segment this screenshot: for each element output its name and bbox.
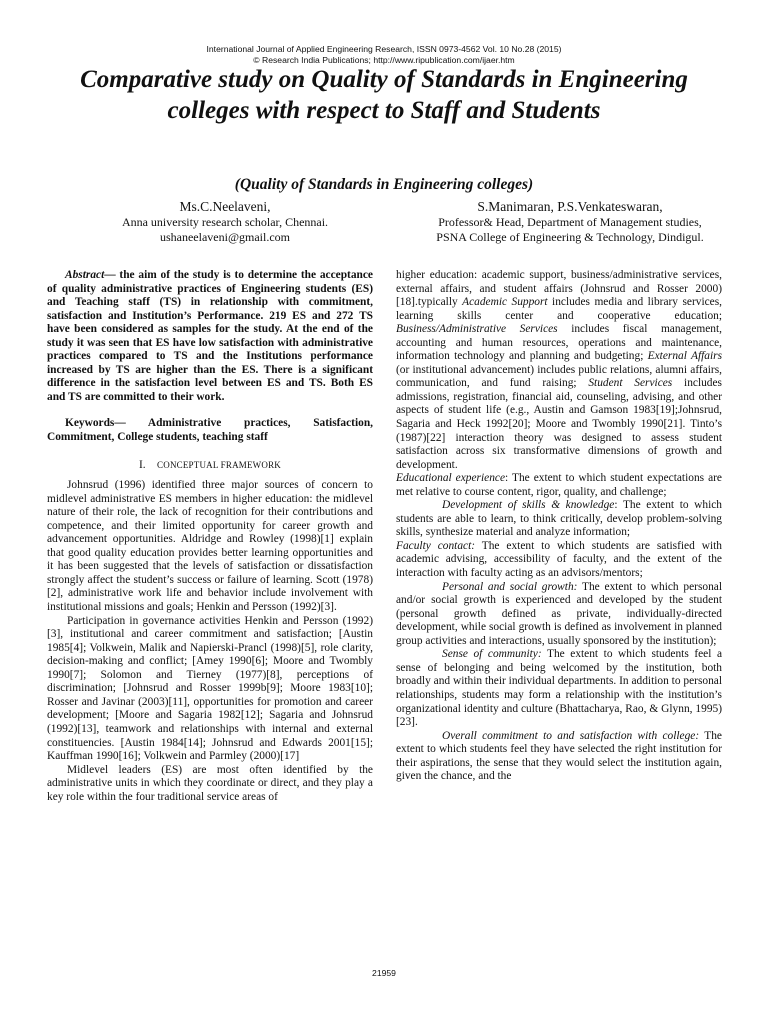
text-run: includes admissions, registration, financial aid, counseling, advising, and other aspects of student life (e.g., Austin and Gamson 1983[19];Johnsrud, Sagaria and Heck 1992[20]; Moore and Twombly 1990[21]. Tinto’s (1987)[22] interaction theory was designed to assess student satisfaction across six transformative dimensions of growth and development. xyxy=(396,377,722,471)
body-paragraph xyxy=(396,581,722,649)
keywords-text: Administrative practices, Satisfaction, Commitment, College students, teaching staff xyxy=(47,417,374,444)
body-paragraph xyxy=(396,730,722,784)
body-paragraph: Johnsrud (1996) identified three major sources of concern to midlevel administrative ES members in higher education: the midlevel nature of their role, the lack of recognition for their contributions and competence, and their limited opportunity for career growth and advancement opportunities. Aldridge and Rowley (1998)[1] explain that good quality education provides better learning opportunities and it has been suggested that the levels of satisfaction or dissatisfaction strongly affect the student’s success or failure of learning. Scott (1978)[2], administrative work life and behavior include involvement with institutional missions and goals; Henkin and Persson (1992)[3]. xyxy=(47,479,373,614)
abstract-text: the aim of the study is to determine the acceptance of quality administrative practices of Engineering students (ES) and Teaching staff (TS) in relationship with commitment, satisfaction and Institution’s Performance. 219 ES and 272 TS have been considered as samples for the study. At the end of the study it was seen that ES have low satisfaction with administrative practices compared to TS and the Institutions performance increased by TS are higher than the ES. There is a significant difference in the satisfaction level between ES and TS. Both ES and TS are committed to their work. xyxy=(47,269,373,403)
text-run: The extent to which personal and/or social growth is experienced and developed by the student (personal growth defined as private, individually-directed development, while social growth is defined as involvement in planned group activities and interactions, usually sponsored by the institution); xyxy=(396,580,722,647)
author-email: ushaneelaveni@gmail.com xyxy=(159,230,290,244)
author-name: S.Manimaran, P.S.Venkateswaran, xyxy=(477,199,663,214)
term-educational-experience: Educational experience xyxy=(396,472,506,485)
abstract-label: Abstract xyxy=(65,269,105,281)
text-run: The extent to which students are satisfied with academic advising, accessibility of faculty, and the extent of the interaction with faculty acting as an advisors/mentors; xyxy=(396,539,722,580)
text-run: includes fiscal management, accounting and human resources, operations and maintenance, information technology and planning and budgeting; xyxy=(396,323,722,363)
abstract xyxy=(47,269,373,404)
text-run: (or institutional advancement) includes public relations, alumni affairs, communication, and fund raising; xyxy=(396,363,722,390)
body-paragraph xyxy=(396,269,722,472)
body-paragraph xyxy=(396,499,722,540)
body-paragraph: Participation in governance activities Henkin and Persson (1992)[3], institutional and career commitment and satisfaction; [Austin 1985[4]; Volkwein, Malik and Napierski-Prancl (1998)[5], role clarity, decision-making and conflict; [Amey 1990[6]; Moore and Twombly 1990[7]; Solomon and Tierney (1977)[8], perceptions of discrimination; [Johnsrud and Rosser 1999b[9]; Moore 1983[10]; Rosser and Javinar (2003)[11], opportunities for promotion and career development; [Moore and Sagaria 1982[12]; Sagaria and Johnsrud (1992)[13], teamwork and relationships with internal and external constituencies. [Austin 1984[14]; Johnsrud and Edwards 2001[15]; Kauffman 1990[16]; Volkwein and Parmley (2000)[17] xyxy=(47,614,373,763)
text-run: The extent to which students feel a sense of belonging and being welcomed by the institution, both broadly and within their individual departments. In addition to personal relationships, students may form a relationship with the institution’s organizational identity and culture (Bhattacharya, Rao, & Glynn, 1995)[23]. xyxy=(396,648,722,729)
term-business-services: Business/Administrative Services xyxy=(396,323,558,336)
paper-subtitle: (Quality of Standards in Engineering colleges) xyxy=(234,176,534,193)
journal-url: © Research India Publications; http://www.ripublication.com/ijaer.htm xyxy=(253,55,515,65)
keywords-label: Keywords— xyxy=(65,417,148,430)
text-run: higher education: academic support, business/administrative services, external affairs, and student affairs (Johnsrud and Rosser 2000)[18].typically xyxy=(396,269,722,309)
term-skills-knowledge: Development of skills & knowledge xyxy=(442,499,615,512)
term-sense-of-community: Sense of community: xyxy=(442,648,542,661)
page-number: 21959 xyxy=(372,968,396,978)
author-block-right xyxy=(380,199,760,245)
body-paragraph xyxy=(396,540,722,581)
paper-title: Comparative study on Quality of Standards in Engineering colleges with respect to Staff and Students xyxy=(80,66,688,124)
section-number: I. xyxy=(139,458,146,471)
author-block-left xyxy=(60,199,390,245)
body-paragraph: Midlevel leaders (ES) are most often identified by the administrative units in which they coordinate or direct, and they play a key role within the four traditional service areas of xyxy=(47,763,373,803)
section-heading xyxy=(47,459,373,473)
abstract-dash: — xyxy=(104,269,120,281)
journal-citation: International Journal of Applied Engineering Research, ISSN 0973-4562 Vol. 10 No.28 (2015) xyxy=(206,44,562,54)
keywords xyxy=(47,417,373,444)
journal-header xyxy=(0,44,768,66)
section-title: CONCEPTUAL FRAMEWORK xyxy=(157,459,281,470)
text-run: : The extent to which student expectations are met relative to course content, rigor, quality, and challenge; xyxy=(396,472,722,498)
term-faculty-contact: Faculty contact: xyxy=(396,539,476,552)
body-paragraph xyxy=(396,472,722,499)
left-column xyxy=(47,269,373,804)
text-run: The extent to which students feel they have selected the right institution for their aspirations, the sense that they would select the institution again, given the chance, and the xyxy=(396,729,722,783)
text-run: : The extent to which students are able to learn, to think critically, develop problem-solving skills, synthesize material and analyze information; xyxy=(396,499,723,539)
author-affiliation: Anna university research scholar, Chennai. xyxy=(121,215,329,229)
term-personal-social-growth: Personal and social growth: xyxy=(442,580,578,593)
text-run: includes media and library services, learning skills center and cooperative education; xyxy=(396,296,722,322)
author-institution: PSNA College of Engineering & Technology, Dindigul. xyxy=(436,230,704,244)
term-external-affairs: External Affairs xyxy=(647,350,722,363)
body-paragraph xyxy=(396,648,722,729)
term-academic-support: Academic Support xyxy=(462,296,548,309)
author-role: Professor& Head, Department of Management studies, xyxy=(438,215,702,229)
term-student-services: Student Services xyxy=(588,377,673,390)
right-column xyxy=(396,269,722,784)
author-name: Ms.C.Neelaveni, xyxy=(179,199,271,214)
term-overall-commitment: Overall commitment to and satisfaction with college: xyxy=(442,729,700,742)
